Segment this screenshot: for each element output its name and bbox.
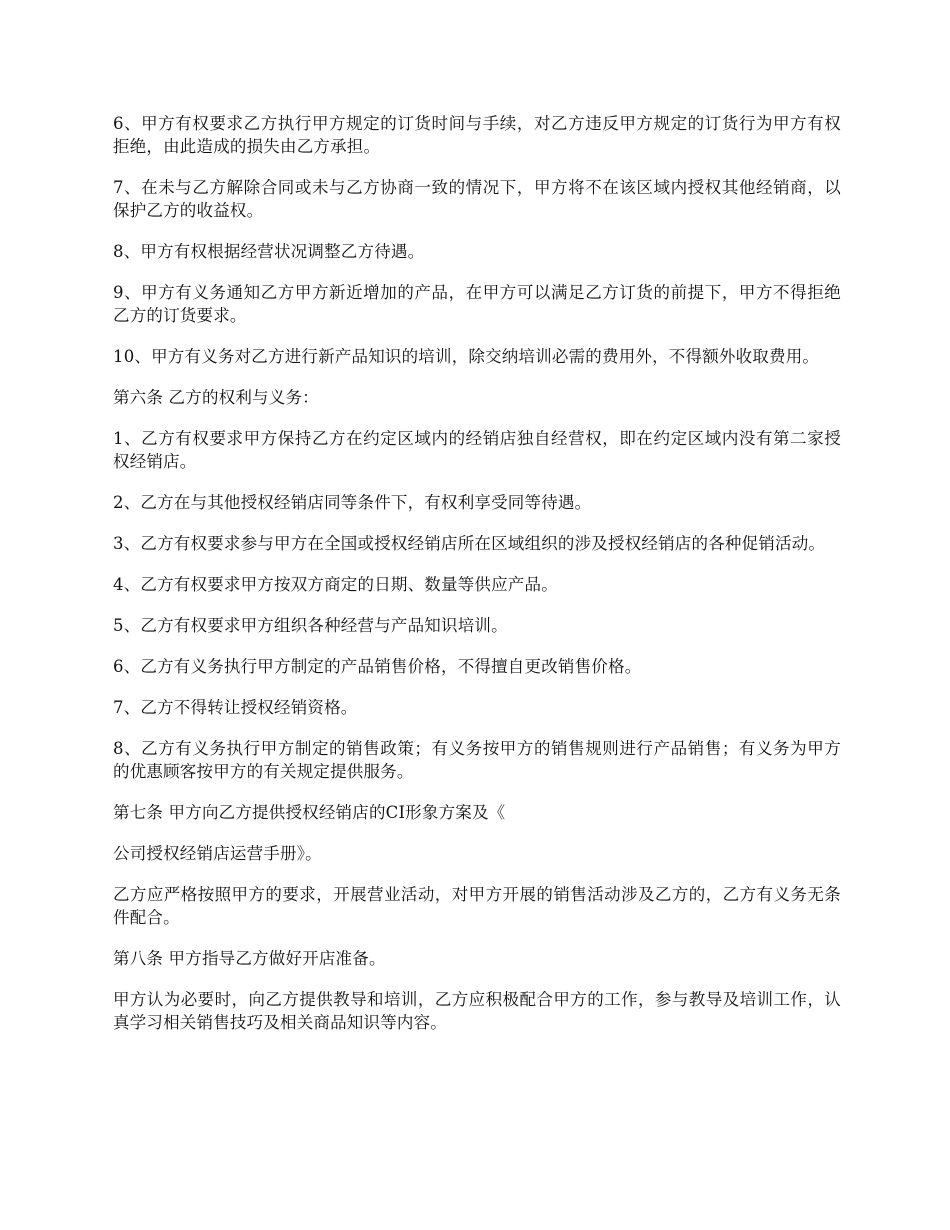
paragraph-yi-4: 4、乙方有权要求甲方按双方商定的日期、数量等供应产品。 <box>113 575 558 594</box>
paragraph-jia-10: 10、甲方有义务对乙方进行新产品知识的培训，除交纳培训必需的费用外，不得额外收取费用。 <box>113 347 820 366</box>
paragraph-yi-6: 6、乙方有义务执行甲方制定的产品销售价格，不得擅自更改销售价格。 <box>113 657 642 676</box>
section-heading-article-7: 第七条 甲方向乙方提供授权经销店的CI形象方案及《 <box>113 803 506 822</box>
section-heading-article-6: 第六条 乙方的权利与义务： <box>113 388 319 407</box>
paragraph-yi-3: 3、乙方有权要求参与甲方在全国或授权经销店所在区域组织的涉及授权经销店的各种促销活动。 <box>113 534 826 553</box>
paragraph-jia-7: 7、在未与乙方解除合同或未与乙方协商一致的情况下，甲方将不在该区域内授权其他经销商，以保护乙方的收益权。 <box>113 178 841 220</box>
paragraph-jia-9: 9、甲方有义务通知乙方甲方新近增加的产品，在甲方可以满足乙方订货的前提下，甲方不得拒绝乙方的订货要求。 <box>113 283 841 325</box>
paragraph-yi-5: 5、乙方有权要求甲方组织各种经营与产品知识培训。 <box>113 616 508 635</box>
paragraph-article-7-body: 乙方应严格按照甲方的要求，开展营业活动，对甲方开展的销售活动涉及乙方的，乙方有义务无条件配合。 <box>113 885 841 927</box>
paragraph-yi-7: 7、乙方不得转让授权经销资格。 <box>113 698 358 717</box>
paragraph-yi-2: 2、乙方在与其他授权经销店同等条件下，有权利享受同等待遇。 <box>113 493 592 512</box>
paragraph-manual-title: 公司授权经销店运营手册》。 <box>113 844 322 863</box>
paragraph-yi-8: 8、乙方有义务执行甲方制定的销售政策；有义务按甲方的销售规则进行产品销售；有义务为甲方的优惠顾客按甲方的有关规定提供服务。 <box>113 739 841 781</box>
paragraph-yi-1: 1、乙方有权要求甲方保持乙方在约定区域内的经销店独自经营权，即在约定区域内没有第二家授权经销店。 <box>113 429 841 471</box>
paragraph-jia-8: 8、甲方有权根据经营状况调整乙方待遇。 <box>113 242 425 261</box>
paragraph-article-8-body: 甲方认为必要时，向乙方提供教导和培训，乙方应积极配合甲方的工作，参与教导及培训工作，认真学习相关销售技巧及相关商品知识等内容。 <box>113 990 841 1032</box>
paragraph-jia-6: 6、甲方有权要求乙方执行甲方规定的订货时间与手续，对乙方违反甲方规定的订货行为甲方有权拒绝，由此造成的损失由乙方承担。 <box>113 114 841 156</box>
section-heading-article-8: 第八条 甲方指导乙方做好开店准备。 <box>113 949 386 968</box>
document-body <box>113 112 841 1052</box>
